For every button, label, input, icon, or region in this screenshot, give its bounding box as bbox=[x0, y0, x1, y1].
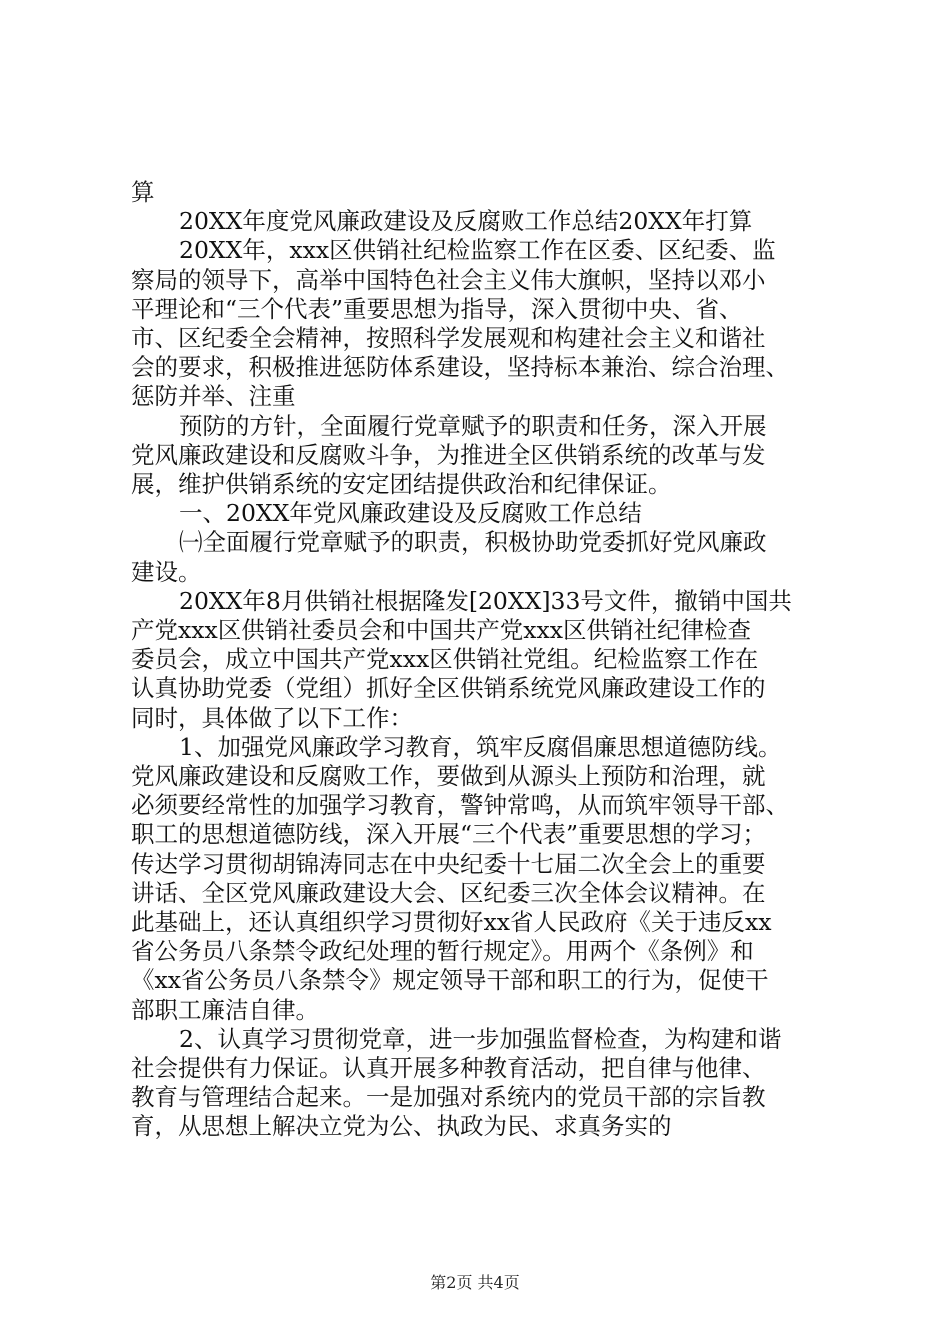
text-line: 会的要求，积极推进惩防体系建设，坚持标本兼治、综合治理、 bbox=[131, 353, 789, 382]
page-footer: 第2页 共4页 bbox=[430, 1273, 520, 1292]
text-line: 2、认真学习贯彻党章，进一步加强监督检查，为构建和谐 bbox=[179, 1024, 782, 1053]
text-line: 省公务员八条禁令政纪处理的暂行规定》。用两个《条例》和 bbox=[131, 937, 754, 966]
text-line: 同时，具体做了以下工作： bbox=[131, 703, 413, 732]
text-line: 必须要经常性的加强学习教育，警钟常鸣，从而筑牢领导干部、 bbox=[131, 791, 789, 820]
text-line: 育，从思想上解决立党为公、执政为民、求真务实的 bbox=[131, 1112, 672, 1141]
text-line: 产党xxx区供销社委员会和中国共产党xxx区供销社纪律检查 bbox=[131, 616, 752, 644]
text-line: 《xx省公务员八条禁令》规定领导干部和职工的行为，促使干 bbox=[131, 966, 769, 995]
text-line: 传达学习贯彻胡锦涛同志在中央纪委十七届二次全会上的重要 bbox=[131, 849, 766, 878]
text-line: 算 bbox=[131, 178, 155, 206]
text-line: 一、20XX年党风廉政建设及反腐败工作总结 bbox=[179, 499, 642, 528]
text-line: 平理论和“三个代表”重要思想为指导，深入贯彻中央、省、 bbox=[131, 294, 743, 323]
text-line: 教育与管理结合起来。一是加强对系统内的党员干部的宗旨教 bbox=[131, 1083, 766, 1112]
text-line: 委员会，成立中国共产党xxx区供销社党组。纪检监察工作在 bbox=[131, 645, 759, 674]
text-line: 察局的领导下，高举中国特色社会主义伟大旗帜，坚持以邓小 bbox=[131, 265, 766, 294]
text-line: 20XX年8月供销社根据隆发[20XX]33号文件，撤销中国共 bbox=[179, 586, 792, 615]
text-line: 此基础上，还认真组织学习贯彻好xx省人民政府《关于违反xx bbox=[131, 908, 772, 936]
text-line: 建设。 bbox=[131, 557, 202, 586]
text-line: 党风廉政建设和反腐败斗争，为推进全区供销系统的改革与发 bbox=[131, 440, 766, 469]
text-line: 职工的思想道德防线，深入开展“三个代表”重要思想的学习； bbox=[131, 820, 767, 849]
text-line: 惩防并举、注重 bbox=[131, 382, 296, 411]
text-line: 讲话、全区党风廉政建设大会、区纪委三次全体会议精神。在 bbox=[131, 878, 766, 907]
text-line: 20XX年度党风廉政建设及反腐败工作总结20XX年打算 bbox=[179, 207, 753, 236]
text-line: 预防的方针，全面履行党章赋予的职责和任务，深入开展 bbox=[179, 411, 767, 440]
text-line: 展，维护供销系统的安定团结提供政治和纪律保证。 bbox=[131, 470, 672, 498]
text-line: 市、区纪委全会精神，按照科学发展观和构建社会主义和谐社 bbox=[131, 324, 766, 352]
text-line: 1、加强党风廉政学习教育，筑牢反腐倡廉思想道德防线。 bbox=[179, 732, 782, 761]
text-line: 20XX年，xxx区供销社纪检监察工作在区委、区纪委、监 bbox=[179, 236, 776, 265]
text-line: 党风廉政建设和反腐败工作，要做到从源头上预防和治理，就 bbox=[131, 762, 766, 790]
text-line: 社会提供有力保证。认真开展多种教育活动，把自律与他律、 bbox=[131, 1054, 766, 1082]
text-line: ㈠全面履行党章赋予的职责，积极协助党委抓好党风廉政 bbox=[179, 528, 767, 557]
text-line: 认真协助党委（党组）抓好全区供销系统党风廉政建设工作的 bbox=[131, 674, 766, 703]
text-line: 部职工廉洁自律。 bbox=[131, 995, 319, 1024]
